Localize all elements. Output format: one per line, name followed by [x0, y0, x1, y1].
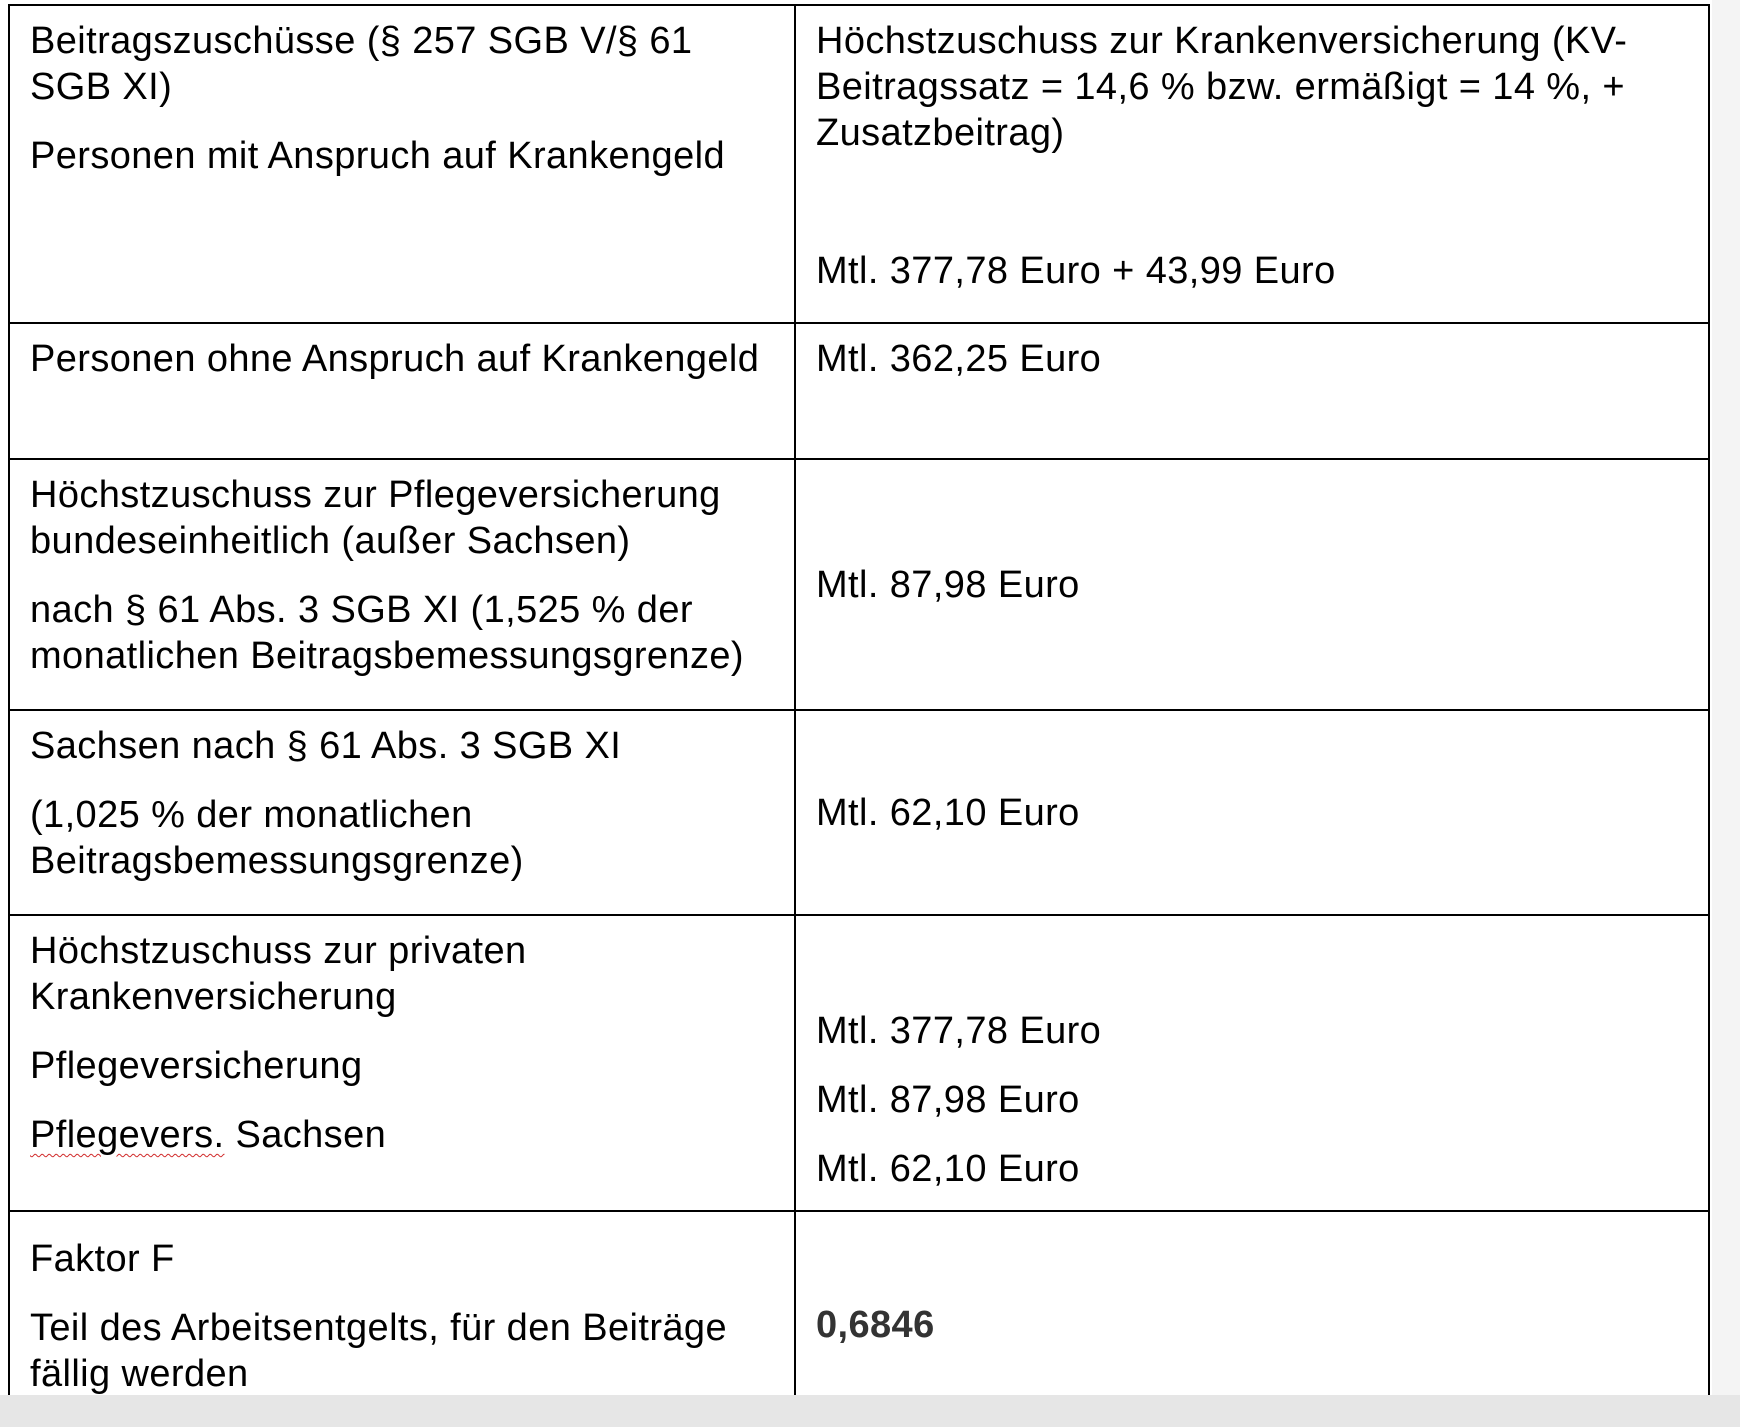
table-cell-value: [795, 710, 1709, 915]
cell-text: Höchstzuschuss zur Krankenversicherung (KV-Beitragssatz = 14,6 % bzw. ermäßigt = 14 %, + Zusatzbeitrag): [816, 20, 1628, 154]
cell-text: Personen mit Anspruch auf Krankengeld: [30, 135, 725, 177]
cell-text: Sachsen: [224, 1114, 387, 1156]
window-bottom-bar: [0, 1395, 1740, 1427]
cell-text: Teil des Arbeitsentgelts, für den Beiträge fällig werden: [30, 1307, 727, 1395]
contribution-table: [8, 4, 1710, 1395]
table-cell-label: [9, 1211, 795, 1395]
cell-text: Höchstzuschuss zur privaten Krankenversicherung: [30, 930, 527, 1018]
table-cell-label: [9, 710, 795, 915]
page-margin-shade: [1712, 0, 1740, 1395]
table-cell-value: [795, 915, 1709, 1211]
cell-text: Beitragszuschüsse (§ 257 SGB V/§ 61 SGB XI): [30, 20, 693, 108]
cell-text: nach § 61 Abs. 3 SGB XI (1,525 % der monatlichen Beitragsbemessungsgrenze): [30, 589, 744, 677]
table-row: [9, 459, 1709, 710]
cell-text: (1,025 % der monatlichen Beitragsbemessungsgrenze): [30, 794, 524, 882]
table-cell-value: [795, 1211, 1709, 1395]
cell-text: Faktor F: [30, 1238, 175, 1280]
table-row: [9, 1211, 1709, 1395]
cell-value: Mtl. 62,10 Euro: [816, 1148, 1080, 1190]
cell-value: Mtl. 87,98 Euro: [816, 563, 1080, 606]
cell-text: Personen ohne Anspruch auf Krankengeld: [30, 338, 760, 380]
table-cell-label: [9, 459, 795, 710]
cell-text: Höchstzuschuss zur Pflegeversicherung bundeseinheitlich (außer Sachsen): [30, 474, 721, 562]
cell-value: Mtl. 377,78 Euro: [816, 1010, 1102, 1052]
cell-text: Sachsen nach § 61 Abs. 3 SGB XI: [30, 725, 622, 767]
factor-value: 0,6846: [816, 1304, 935, 1346]
cell-value: Mtl. 362,25 Euro: [816, 338, 1102, 380]
table-cell-label: [9, 5, 795, 323]
table-cell-value: [795, 323, 1709, 459]
table-cell-label: [9, 915, 795, 1211]
table-cell-label: [9, 323, 795, 459]
cell-text-line: [30, 1112, 774, 1158]
table-row: [9, 323, 1709, 459]
cell-value: Mtl. 87,98 Euro: [816, 1079, 1080, 1121]
spellcheck-underlined-word[interactable]: Pflegevers.: [30, 1114, 225, 1156]
table-row: [9, 5, 1709, 323]
table-cell-value: [795, 5, 1709, 323]
table-row: [9, 915, 1709, 1211]
table-cell-value: [795, 459, 1709, 710]
cell-text: Pflegeversicherung: [30, 1045, 363, 1087]
cell-value: Mtl. 62,10 Euro: [816, 791, 1080, 834]
cell-value: Mtl. 377,78 Euro + 43,99 Euro: [816, 250, 1336, 292]
table-row: [9, 710, 1709, 915]
